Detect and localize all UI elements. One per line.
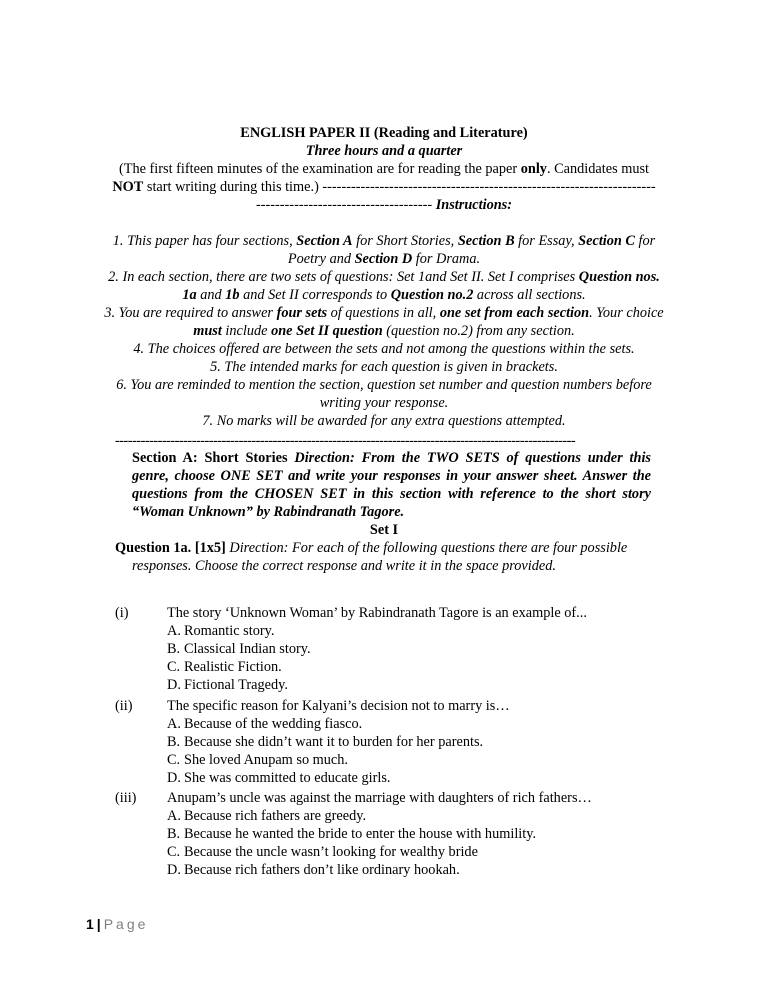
- question-1a-direction-cont: responses. Choose the correct response and write it in the space provided.: [132, 558, 556, 574]
- option-item: D. She was committed to educate girls.: [167, 770, 391, 786]
- option-list: [167, 715, 483, 787]
- instructions-heading: Instructions:: [435, 197, 512, 213]
- instruction-item: 6. You are reminded to mention the section, question set number and question numbers before writing your response.: [116, 377, 652, 411]
- reading-note: [86, 160, 682, 214]
- question-stem: The story ‘Unknown Woman’ by Rabindranath Tagore is an example of...: [167, 605, 587, 621]
- question-1a-label: Question 1a. [1x5]: [115, 540, 226, 556]
- page-footer: [86, 915, 148, 933]
- set-label: Set I: [369, 522, 399, 538]
- option-item: C. Because the uncle wasn’t looking for wealthy bride: [167, 844, 478, 860]
- option-item: C. She loved Anupam so much.: [167, 752, 349, 768]
- option-item: D. Fictional Tragedy.: [167, 677, 288, 693]
- question-1a-direction: Direction: For each of the following questions there are four possible: [225, 540, 628, 556]
- paper-title: ENGLISH PAPER II (Reading and Literature): [240, 125, 528, 141]
- question-number: (iii): [115, 790, 137, 806]
- option-item: A. Because of the wedding fiasco.: [167, 716, 363, 732]
- footer-separator: |: [96, 916, 101, 932]
- option-item: A. Because rich fathers are greedy.: [167, 808, 367, 824]
- paper-duration: Three hours and a quarter: [305, 143, 463, 159]
- section-a-heading: Section A: Short Stories: [132, 450, 288, 466]
- question-stem: Anupam’s uncle was against the marriage with daughters of rich fathers…: [167, 790, 592, 806]
- instruction-item: 7. No marks will be awarded for any extra questions attempted.: [202, 413, 566, 429]
- reading-note-dashes: -------------------------------------: [255, 197, 436, 213]
- reading-note-emphasis: NOT: [112, 179, 144, 195]
- question-1a-header: [115, 539, 651, 575]
- instruction-item: 4. The choices offered are between the sets and not among the questions within the sets.: [133, 341, 635, 357]
- option-item: B. Because she didn’t want it to burden for her parents.: [167, 734, 484, 750]
- section-a-direction: Direction: From the TWO SETS of questions under this genre, choose ONE SET and write your responses in your answer sheet. Answer the questions from the CHOSEN SET in this section with reference to the short story “Woman Unknown” by Rabindranath Tagore.: [132, 450, 651, 520]
- option-item: B. Because he wanted the bride to enter the house with humility.: [167, 826, 537, 842]
- question-stem: The specific reason for Kalyani’s decision not to marry is…: [167, 698, 510, 714]
- reading-note-text: start writing during this time.) ----------------------------------------------------------------------: [143, 179, 656, 195]
- option-item: B. Classical Indian story.: [167, 641, 311, 657]
- option-item: C. Realistic Fiction.: [167, 659, 282, 675]
- section-a-header: [132, 449, 651, 521]
- option-list: [167, 807, 536, 879]
- option-list: [167, 622, 311, 694]
- section-divider: ------------------------------------------------------------------------------------------------------------: [115, 433, 576, 449]
- reading-note-emphasis: only: [520, 161, 547, 177]
- page-number: 1: [86, 916, 94, 932]
- page-word: Page: [103, 916, 149, 932]
- question-number: (ii): [115, 698, 133, 714]
- reading-note-text: . Candidates must: [546, 161, 650, 177]
- option-item: A. Romantic story.: [167, 623, 275, 639]
- instruction-item: 1. This paper has four sections, Section A for Short Stories, Section B for Essay, Section C for Poetry and Section D for Drama.: [112, 233, 656, 267]
- reading-note-text: (The first fifteen minutes of the examination are for reading the paper: [118, 161, 521, 177]
- instruction-item: 2. In each section, there are two sets of questions: Set 1and Set II. Set I comprises Question nos. 1a and 1b and Set II corresponds to Question no.2 across all sections.: [108, 269, 660, 303]
- option-item: D. Because rich fathers don’t like ordinary hookah.: [167, 862, 460, 878]
- instructions-list: [100, 232, 668, 430]
- instruction-item: 3. You are required to answer four sets of questions in all, one set from each section. Your choice must include one Set II question (question no.2) from any section.: [104, 305, 664, 339]
- question-number: (i): [115, 605, 129, 621]
- instruction-item: 5. The intended marks for each question is given in brackets.: [210, 359, 558, 375]
